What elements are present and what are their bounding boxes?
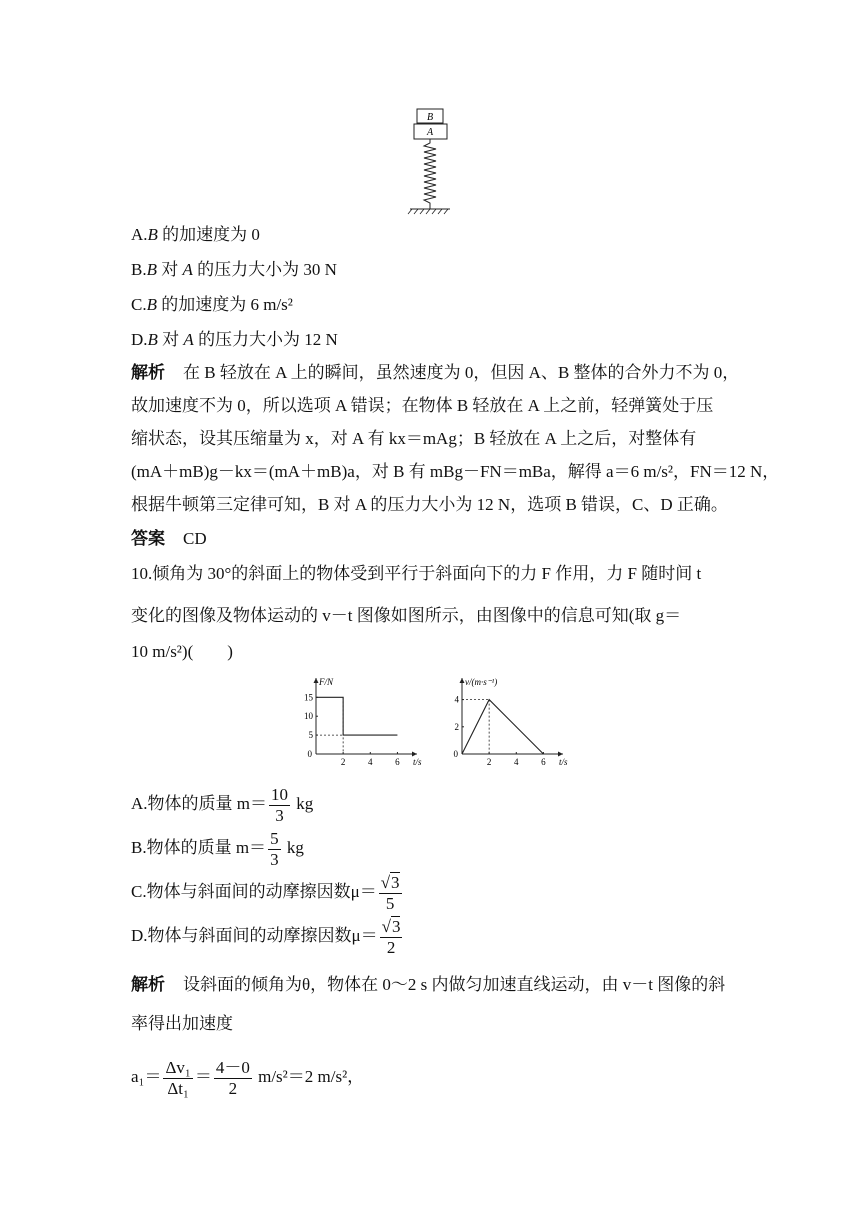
q9-analysis-line-3: 缩状态，设其压缩量为 x，对 A 有 kx＝mAg；B 轻放在 A 上之后，对整体有 — [131, 429, 697, 448]
series-line — [316, 697, 397, 735]
x-tick-label: 2 — [340, 757, 346, 767]
x-axis-arrow — [412, 752, 417, 757]
block-a-label: A — [426, 127, 434, 138]
y-tick-label: 2 — [454, 721, 459, 732]
y-tick-label: 10 — [304, 711, 313, 722]
formula-fraction-1: $\frac{\text{Δv₁}}{\text{Δt₁}}$ — [165, 1057, 191, 1098]
origin-label: 0 — [453, 749, 458, 759]
q10-option-a-fraction: $\frac{10}{3}$ — [271, 784, 288, 825]
q10-stem-line-3: 10 m/s²)( ) — [131, 642, 233, 661]
q9-answer-value: CD — [183, 529, 207, 548]
q10-analysis-label: 解析 — [131, 975, 165, 994]
force-time-chart — [298, 676, 423, 771]
y-axis-label: v/(m·s⁻¹) — [465, 677, 498, 687]
spring-coil — [424, 139, 436, 209]
q10-option-b-fraction: $\frac{5}{3}$ — [270, 828, 279, 869]
y-tick-label: 15 — [304, 692, 313, 703]
x-tick-label: 4 — [368, 757, 373, 767]
q9-analysis-line-5: 根据牛顿第三定律可知，B 对 A 的压力大小为 12 N，选项 B 错误，C、D 正确。 — [131, 495, 728, 514]
block-b-label: B — [426, 112, 434, 123]
q9-analysis-line-2: 故加速度不为 0，所以选项 A 错误；在物体 B 轻放在 A 上之前，轻弹簧处于压 — [131, 396, 714, 415]
q10-option-d-fraction: $\frac{√3}{2}$ — [381, 916, 401, 957]
q10-stem-line-1: 10.倾角为 30°的斜面上的物体受到平行于斜面向下的力 F 作用，力 F 随时间 t — [131, 564, 702, 583]
q10-option-c-fraction: $\frac{√3}{5}$ — [380, 872, 400, 913]
y-tick-label: 4 — [454, 694, 459, 705]
x-axis-label: t/s — [559, 757, 568, 767]
q9-option-d: D.B 对 A 的压力大小为 12 N — [131, 330, 338, 349]
y-tick-label: 5 — [308, 730, 313, 741]
x-tick-label: 4 — [514, 757, 519, 767]
formula-fraction-2: $\frac{4-0}{2}$ — [215, 1057, 250, 1098]
x-tick-label: 2 — [486, 757, 492, 767]
q9-analysis-line-1: 在 B 轻放在 A 上的瞬间，虽然速度为 0，但因 A、B 整体的合外力不为 0， — [183, 363, 740, 382]
q10-option-c: C.物体与斜面间的动摩擦因数μ＝ $\frac{√3}{5}$ — [131, 872, 400, 913]
q10-option-d: D.物体与斜面间的动摩擦因数μ＝ $\frac{√3}{2}$ — [131, 916, 401, 957]
ground-hatch — [408, 209, 448, 214]
q10-stem-line-2: 变化的图像及物体运动的 v－t 图像如图所示，由图像中的信息可知(取 g＝ — [131, 606, 682, 625]
q10-analysis-formula: a₁＝ $\frac{\text{Δv₁}}{\text{Δt₁}}$ ＝ $\frac{4-0}{2}$ m/s²＝2 m/s²， — [131, 1057, 365, 1098]
origin-label: 0 — [307, 749, 312, 759]
q9-analysis-line-4: (mA＋mB)g－kx＝(mA＋mB)a，对 B 有 mBg－FN＝mBa，解得 a＝6 m/s²，FN＝12 N， — [131, 462, 780, 481]
y-axis-arrow — [314, 678, 319, 683]
series-line — [462, 700, 543, 754]
velocity-time-chart — [444, 676, 569, 771]
q10-option-a: A.物体的质量 m＝ $\frac{10}{3}$ kg — [131, 784, 314, 825]
spring-figure — [400, 105, 460, 217]
q9-analysis-label: 解析 — [131, 363, 165, 382]
q10-option-b: B.物体的质量 m＝ $\frac{5}{3}$ kg — [131, 828, 304, 869]
q9-answer-label: 答案 — [131, 529, 165, 548]
q10-analysis-line-2: 率得出加速度 — [131, 1014, 233, 1033]
x-tick-label: 6 — [541, 757, 546, 767]
y-axis-label: F/N — [319, 677, 334, 687]
q10-analysis-line-1: 设斜面的倾角为θ，物体在 0～2 s 内做匀加速直线运动，由 v－t 图像的斜 — [183, 975, 726, 994]
y-axis-arrow — [460, 678, 465, 683]
x-tick-label: 6 — [395, 757, 400, 767]
q9-option-c: C.B 的加速度为 6 m/s² — [131, 295, 293, 314]
x-axis-label: t/s — [413, 757, 422, 767]
q9-option-a: A.B 的加速度为 0 — [131, 225, 260, 244]
q9-option-b: B.B 对 A 的压力大小为 30 N — [131, 260, 337, 279]
x-axis-arrow — [558, 752, 563, 757]
